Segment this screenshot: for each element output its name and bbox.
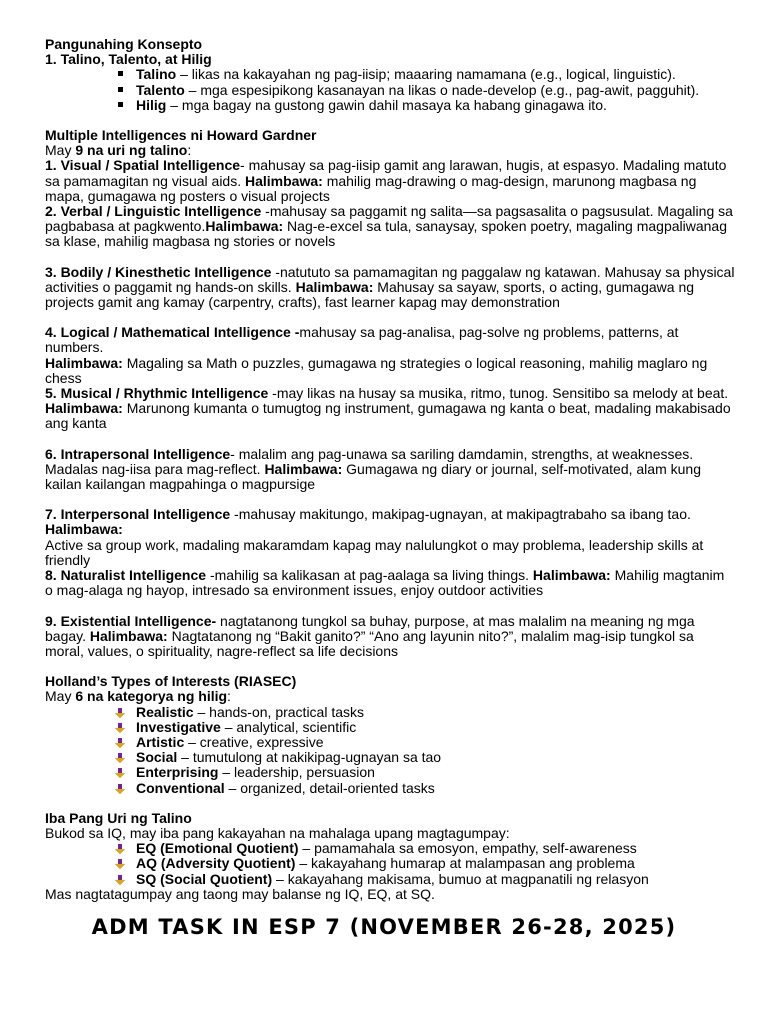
closing-statement: Mas nagtatagumpay ang taong may balanse ng IQ, EQ, at SQ. bbox=[45, 885, 435, 902]
document-body bbox=[45, 37, 735, 902]
example-label-interpersonal: Halimbawa: bbox=[45, 521, 123, 538]
list-item: Realistic – hands-on, practical tasks bbox=[45, 705, 735, 720]
arrow-bullet-icon bbox=[115, 720, 125, 735]
list-item: Talino – likas na kakayahan ng pag-iisip; maaaring namamana (e.g., logical, linguistic). bbox=[45, 67, 735, 82]
list-item: Conventional – organized, detail-oriented tasks bbox=[45, 781, 735, 796]
arrow-bullet-icon bbox=[115, 856, 125, 871]
list-item: SQ (Social Quotient) – kakayahang makisama, bumuo at magpanatili ng relasyon bbox=[45, 872, 735, 887]
section-heading-pangunahing-konsepto: Pangunahing Konsepto bbox=[45, 36, 203, 52]
paragraph-visual-spatial: 1. Visual / Spatial Intelligence- mahusay sa pag-iisip gamit ang larawan, hugis, at espasyo. Madaling matuto sa pamamagitan ng visual aids. Halimbawa: mahilig mag-drawing o mag-design, marunong magbasa ng mapa, gumagawa ng posters o visual projects bbox=[45, 157, 727, 204]
arrow-bullet-icon bbox=[115, 705, 125, 720]
paragraph-existential: 9. Existential Intelligence- nagtatanong tungkol sa buhay, purpose, at mas malalim na meaning ng mga bagay. Halimbawa: Nagtatanong ng “Bakit ganito?” “Ano ang layunin nito?”, malalim mag-isip tungkol sa moral, values, o spirituality, nagre-reflect sa life decisions bbox=[45, 612, 695, 659]
example-interpersonal: Active sa group work, madaling makaramdam kapag may nalulungkot o may problema, leadership skills at friendly bbox=[45, 536, 704, 568]
arrow-bullet-icon bbox=[115, 765, 125, 780]
list-talino-talento-hilig bbox=[45, 67, 735, 113]
square-bullet-icon bbox=[115, 67, 125, 82]
paragraph-verbal-linguistic: 2. Verbal / Linguistic Intelligence -mahusay sa paggamit ng salita—sa pagsasalita o pagsusulat. Magaling sa pagbabasa at pagkwento.Halimbawa: Nag-e-excel sa tula, sanaysay, spoken poetry, magaling magpaliwanag sa klase, mahilig magbasa ng stories or novels bbox=[45, 203, 733, 250]
square-bullet-icon bbox=[115, 98, 125, 113]
list-item: Hilig – mga bagay na gustong gawin dahil masaya ka habang ginagawa ito. bbox=[45, 98, 735, 113]
paragraph-musical-rhythmic: 5. Musical / Rhythmic Intelligence -may likas na husay sa musika, ritmo, tunog. Sensitibo sa melody at beat. bbox=[45, 385, 729, 402]
arrow-bullet-icon bbox=[115, 872, 125, 887]
list-item: AQ (Adversity Quotient) – kakayahang humarap at malampasan ang problema bbox=[45, 856, 735, 871]
arrow-bullet-icon bbox=[115, 841, 125, 856]
section-heading-multiple-intelligences: Multiple Intelligences ni Howard Gardner bbox=[45, 127, 317, 144]
section-heading-iba-pang-uri: Iba Pang Uri ng Talino bbox=[45, 809, 192, 826]
arrow-bullet-icon bbox=[115, 750, 125, 765]
paragraph-naturalist: 8. Naturalist Intelligence -mahilig sa kalikasan at pag-aalaga sa living things. Halimbawa: Mahilig magtanim o mag-alaga ng hayop, intresado sa environment issues, enjoy outdoor activities bbox=[45, 567, 725, 599]
intro-iba-pang-uri: Bukod sa IQ, may iba pang kakayahan na mahalaga upang magtagumpay: bbox=[45, 824, 510, 841]
example-logical-mathematical: Halimbawa: Magaling sa Math o puzzles, gumagawa ng strategies o logical reasoning, mahilig maglaro ng chess bbox=[45, 354, 708, 386]
list-item: EQ (Emotional Quotient) – pamamahala sa emosyon, empathy, self-awareness bbox=[45, 841, 735, 856]
paragraph-logical-mathematical: 4. Logical / Mathematical Intelligence -mahusay sa pag-analisa, pag-solve ng problems, patterns, at numbers. bbox=[45, 324, 679, 356]
list-riasec bbox=[45, 705, 735, 796]
list-item: Artistic – creative, expressive bbox=[45, 735, 735, 750]
list-item: Investigative – analytical, scientific bbox=[45, 720, 735, 735]
example-musical-rhythmic: Halimbawa: Marunong kumanta o tumugtog ng instrument, gumagawa ng kanta o beat, madaling makabisado ang kanta bbox=[45, 400, 731, 432]
subheading-talino-talento-hilig: 1. Talino, Talento, at Hilig bbox=[45, 51, 212, 68]
list-item: Enterprising – leadership, persuasion bbox=[45, 765, 735, 780]
paragraph-intrapersonal: 6. Intrapersonal Intelligence- malalim ang pag-unawa sa sariling damdamin, strengths, at weaknesses. Madalas nag-iisa para mag-reflect. Halimbawa: Gumagawa ng diary or journal, self-motivated, alam kung kailan kailangan magpahinga o magpursige bbox=[45, 445, 701, 493]
section-heading-holland-riasec: Holland’s Types of Interests (RIASEC) bbox=[45, 673, 297, 690]
arrow-bullet-icon bbox=[115, 735, 125, 750]
list-item: Social – tumutulong at nakikipag-ugnayan sa tao bbox=[45, 750, 735, 765]
intro-9-na-uri: May 9 na uri ng talino: bbox=[45, 142, 192, 159]
arrow-bullet-icon bbox=[115, 781, 125, 796]
paragraph-bodily-kinesthetic: 3. Bodily / Kinesthetic Intelligence -natututo sa pamamagitan ng paggalaw ng katawan. Mahusay sa physical activities o paggamit ng hands-on skills. Halimbawa: Mahusay sa sayaw, sports, o acting, gumagawa ng projects gamit ang kamay (carpentry, crafts), fast learner kapag may demonstration bbox=[45, 263, 735, 311]
list-quotients bbox=[45, 841, 735, 887]
adm-task-title: ADM TASK IN ESP 7 (NOVEMBER 26-28, 2025) bbox=[91, 915, 677, 939]
paragraph-interpersonal: 7. Interpersonal Intelligence -mahusay makitungo, makipag-ugnayan, at makipagtrabaho sa ibang tao. bbox=[45, 506, 691, 523]
square-bullet-icon bbox=[115, 83, 125, 98]
intro-6-na-kategorya: May 6 na kategorya ng hilig: bbox=[45, 688, 231, 705]
list-item: Talento – mga espesipikong kasanayan na likas o nade-develop (e.g., pag-awit, pagguhit). bbox=[45, 83, 735, 98]
